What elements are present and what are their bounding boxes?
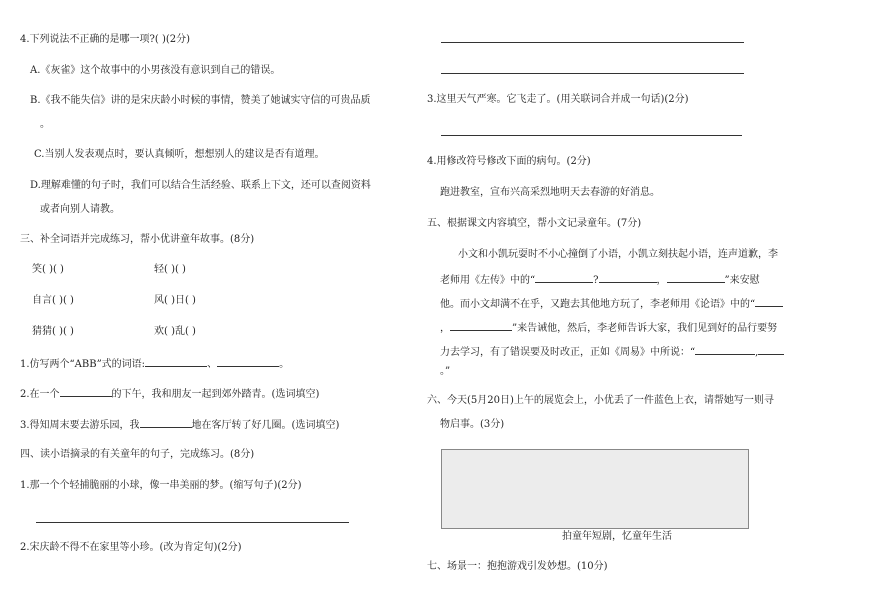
section-4-question-1: 1.那一个个轻捕脆丽的小球，像一串美丽的梦。(缩写句子)(2分) [20,480,302,491]
option-d-line2: 或者向别人请教。 [40,204,120,215]
option-b-line2: 。 [40,119,50,130]
section-4-question-2: 2.宋庆龄不得不在家里等小珍。(改为肯定句)(2分) [20,542,242,553]
section-3-question-1 [20,356,289,372]
passage-line-1: 小文和小凯玩耍时不小心撞倒了小语，小凯立刻扶起小语，连声道歉，李 [458,249,778,260]
answer-line [441,135,742,136]
passage-line-6: 。” [440,366,451,377]
passage-text: ， [440,323,450,334]
passage-text: ”来告诫他，然后，李老师告诉大家，我们见到好的品行要努 [512,323,778,334]
section-5-title: 五、根据课文内容填空，帮小文记录童年。(7分) [427,218,642,229]
question-text: 1.仿写两个“ABB”式的词语: [20,359,146,370]
answer-box [441,449,749,529]
answer-blank [599,272,657,283]
section-7-title: 七、场景一：抱抱游戏引发妙想。(10分) [427,561,608,572]
answer-blank [535,272,593,283]
box-caption: 拍童年短剧，忆童年生活 [562,531,672,542]
passage-text: ， [656,275,667,286]
option-d-line1: D.理解难懂的句子时，我们可以结合生活经验、联系上下文，还可以查阅资料 [30,180,371,191]
answer-blank [60,386,112,397]
passage-text: , [755,347,759,358]
answer-blank [695,344,755,355]
word-blank-5: 猜猜( )( ) [32,326,74,337]
faulty-sentence: 跑进教室，宣布兴高采烈地明天去春游的好消息。 [440,187,660,198]
question-text: 的下午，我和朋友一起到郊外踏青。(选词填空) [111,389,320,400]
period: 。 [279,359,290,370]
answer-blank [758,344,784,355]
answer-blank [450,320,512,331]
question-text: 3.得知周末要去游乐园，我 [20,420,140,431]
option-b-line1: B.《我不能失信》讲的是宋庆龄小时候的事情，赞美了她诚实守信的可贵品质 [30,95,371,106]
answer-blank [140,417,192,428]
answer-line [441,73,744,74]
question-text: 地在客厅转了好几圈。(选词填空) [191,420,340,431]
answer-blank [755,296,783,307]
passage-text: 老师用《左传》中的“ [440,275,536,286]
section-3-title: 三、补全词语并完成练习，帮小优讲童年故事。(8分) [20,234,255,245]
question-4-title: 4.下列说法不正确的是哪一项?( )(2分) [20,34,191,45]
passage-line-3 [440,296,783,312]
answer-line [36,522,349,523]
question-text: 2.在一个 [20,389,60,400]
section-3-question-3 [20,417,339,433]
question-4-title: 4.用修改符号修改下面的病句。(2分) [427,156,591,167]
answer-blank [145,356,207,367]
section-4-title: 四、读小语摘录的有关童年的句子，完成练习。(8分) [20,449,255,460]
section-3-question-2 [20,386,319,402]
section-6-title-line1: 六、今天(5月20日)上午的展览会上，小优丢了一件蓝色上衣，请帮她写一则寻 [427,395,774,406]
option-a: A.《灰雀》这个故事中的小男孩没有意识到自己的错误。 [30,65,281,76]
answer-line [441,42,744,43]
separator: 、 [207,359,218,370]
word-blank-3: 自言( )( ) [32,295,74,306]
question-3-title: 3.这里天气严寒。它飞走了。(用关联词合并成一句话)(2分) [427,94,689,105]
word-blank-4: 风( )日( ) [154,295,196,306]
section-6-title-line2: 物启事。(3分) [440,419,505,430]
answer-blank [667,272,725,283]
option-c: C.当别人发表观点时，要认真倾听，想想别人的建议是否有道理。 [34,149,325,160]
word-blank-2: 轻( )( ) [154,264,186,275]
answer-blank [217,356,279,367]
passage-line-2 [440,272,760,288]
passage-text: 他。而小文却满不在乎，又跑去其他地方玩了，李老师用《论语》中的“ [440,299,756,310]
passage-text: ? [593,275,599,286]
word-blank-6: 欢( )乱( ) [154,326,196,337]
passage-line-5 [440,344,784,360]
passage-text: 力去学习，有了错误要及时改正，正如《周易》中所说：“ [440,347,696,358]
passage-text: ”来安慰 [724,275,760,286]
word-blank-1: 笑( )( ) [32,264,64,275]
passage-line-4 [440,320,777,336]
